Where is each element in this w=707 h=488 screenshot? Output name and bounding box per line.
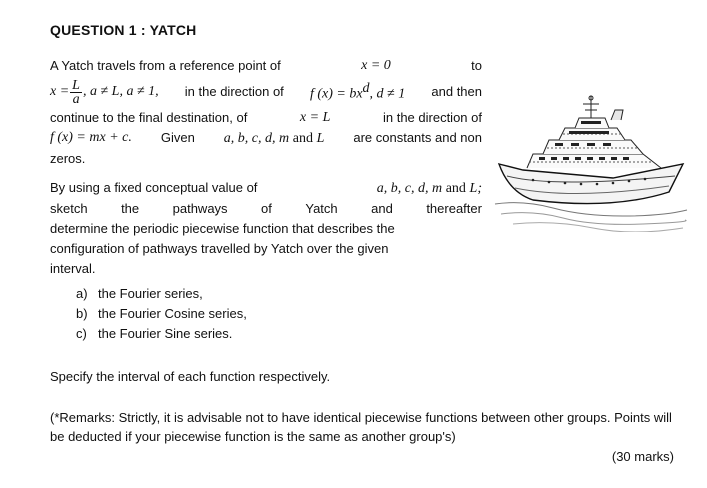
list-item <box>76 284 247 304</box>
intro-and-then: and then <box>431 84 482 99</box>
fraction-denominator: a <box>72 91 80 107</box>
word: Yatch <box>305 201 338 216</box>
list-text: the Fourier Sine series. <box>98 326 233 341</box>
math-L-semicolon: L; <box>469 181 482 196</box>
word: the <box>121 201 140 216</box>
intro-text-4: in the direction of <box>382 110 482 125</box>
math-x-equals-fraction <box>50 79 159 106</box>
math-fx-power <box>310 79 405 104</box>
word: thereafter <box>426 201 482 216</box>
fraction-numerator: L <box>72 77 80 93</box>
math-x-eq: x = <box>50 84 70 99</box>
math-vals: a, b, c, d, m <box>376 181 443 196</box>
math-x-equals-zero: x = 0 <box>361 58 391 73</box>
math-a-conditions: , a ≠ L, a ≠ 1, <box>82 84 159 99</box>
intro-text-6: are constants and non <box>353 130 482 145</box>
math-fraction <box>70 79 82 106</box>
math-and: and <box>292 131 313 146</box>
intro-line-1 <box>50 56 482 76</box>
intro-line-2 <box>50 76 482 108</box>
intro-line-4 <box>50 128 482 149</box>
instruction-paragraph <box>50 178 482 279</box>
intro-given: Given <box>160 130 195 145</box>
math-L: L <box>316 131 325 146</box>
math-consts: a, b, c, d, m <box>223 131 290 146</box>
word: and <box>371 201 393 216</box>
yacht-sketch-icon <box>493 92 689 232</box>
question-title: QUESTION 1 : YATCH <box>50 22 197 38</box>
math-fixed-values <box>377 178 482 199</box>
word: sketch <box>50 201 88 216</box>
list-text: the Fourier Cosine series, <box>98 306 247 321</box>
word: of <box>261 201 272 216</box>
list-marker: a) <box>76 286 88 301</box>
instruction-line-3 <box>50 219 482 239</box>
list-marker: c) <box>76 326 87 341</box>
math-and-2: and <box>445 181 466 196</box>
math-d-condition: , d ≠ 1 <box>369 86 406 102</box>
intro-direction-text: in the direction of <box>184 84 284 99</box>
instruction-line-1 <box>50 178 482 199</box>
intro-line-3 <box>50 108 482 128</box>
intro-paragraph <box>50 56 482 169</box>
intro-to: to <box>471 58 482 73</box>
word: pathways <box>172 201 228 216</box>
instruction-line-4 <box>50 239 482 259</box>
remarks-note: (*Remarks: Strictly, it is advisable not to have identical piecewise functions between other groups. Points will be deducted if your piecewise function is the same as another group's) <box>50 410 672 444</box>
marks-label: (30 marks) <box>611 449 674 464</box>
list-text: the Fourier series, <box>98 286 203 301</box>
instruction-text-4: configuration of pathways travelled by Yatch over the given <box>50 241 389 256</box>
intro-text-3: continue to the final destination, of <box>50 110 248 125</box>
instruction-text-1: By using a fixed conceptual value of <box>50 180 258 195</box>
list-item <box>76 304 247 324</box>
specify-instruction: Specify the interval of each function respectively. <box>50 369 331 384</box>
list-item <box>76 324 247 344</box>
list-marker: b) <box>76 306 88 321</box>
parts-list <box>76 284 247 344</box>
intro-line-5: zeros. <box>50 151 86 166</box>
intro-text-1: A Yatch travels from a reference point of <box>50 58 281 73</box>
math-fx1: f (x) = bx <box>309 86 363 102</box>
instruction-text-3: determine the periodic piecewise function that describes the <box>50 221 395 236</box>
instruction-line-5: interval. <box>50 261 96 276</box>
math-x-equals-L: x = L <box>299 110 331 125</box>
math-fx-linear: f (x) = mx + c. <box>50 130 132 145</box>
math-exponent-d: d <box>362 81 370 97</box>
instruction-line-2 <box>50 199 482 219</box>
math-constants <box>224 128 325 149</box>
